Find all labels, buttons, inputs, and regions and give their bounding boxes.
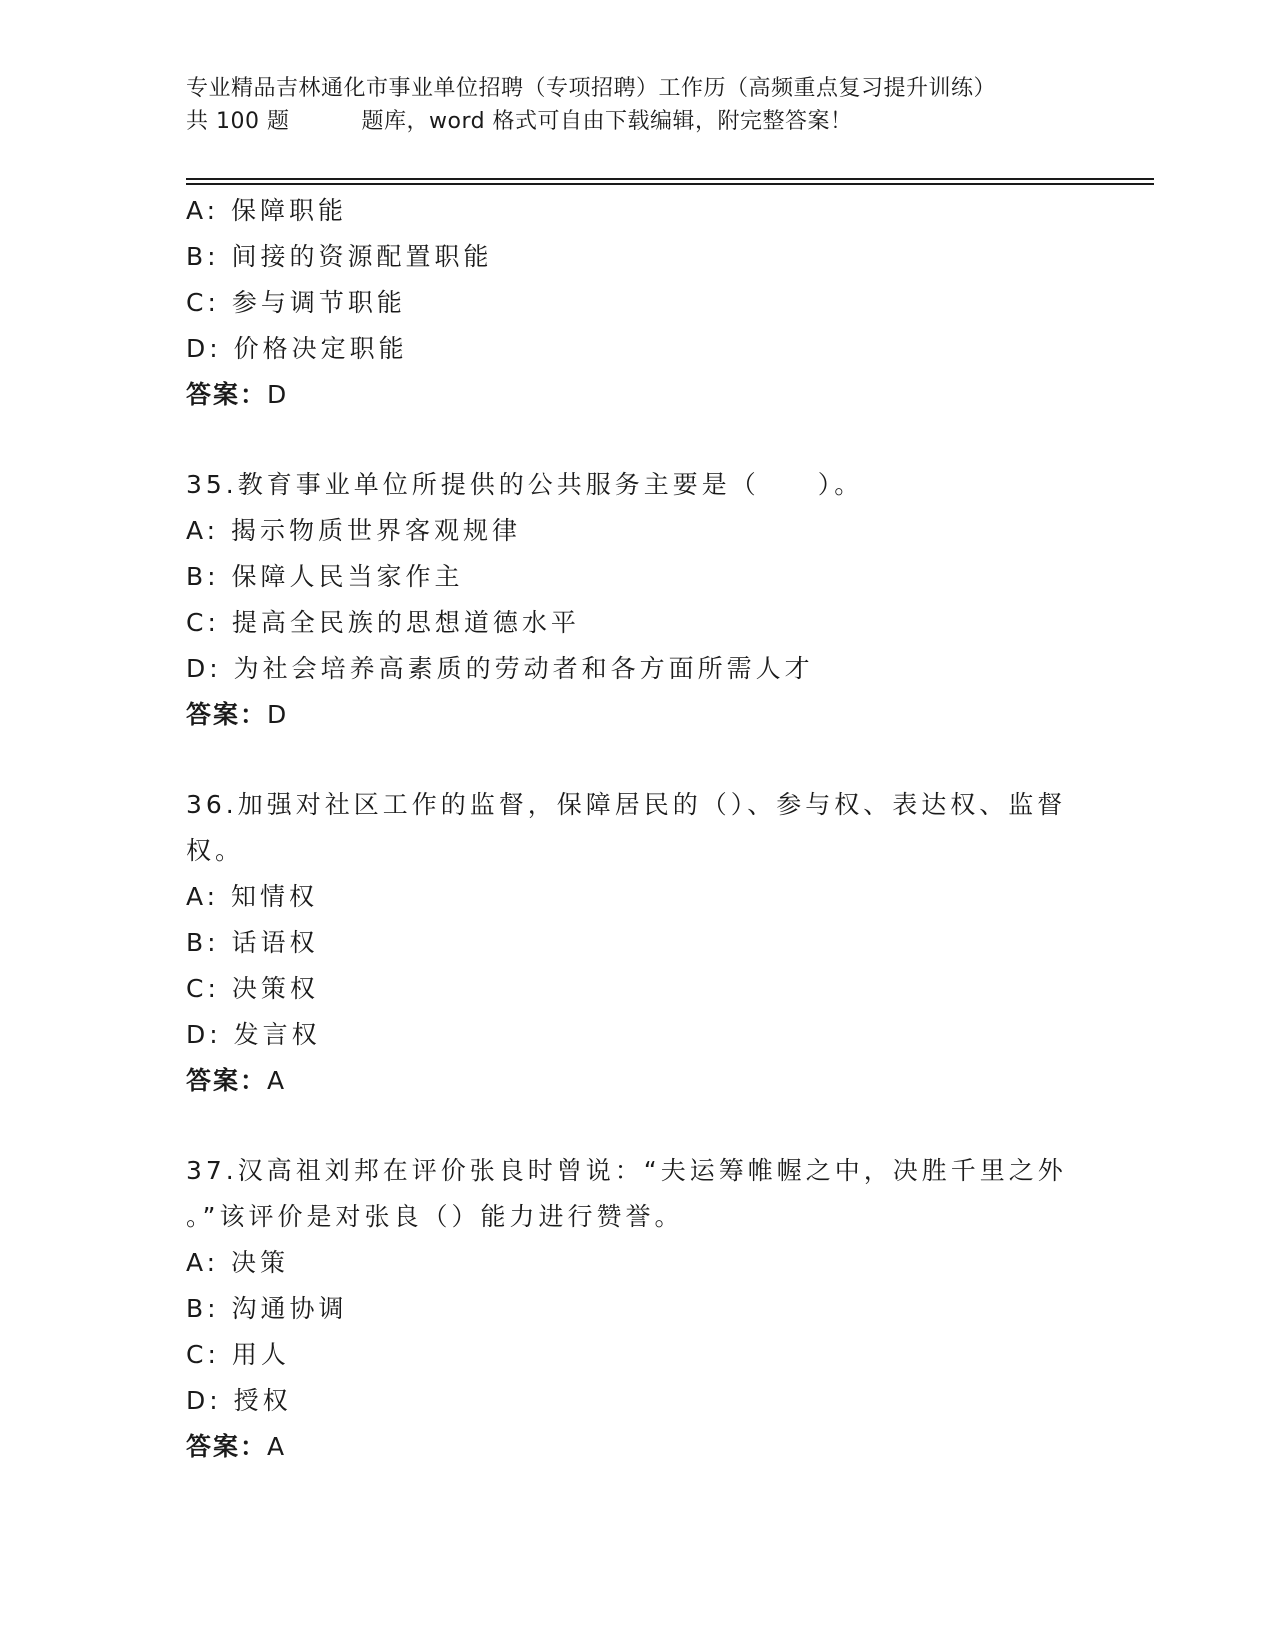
question-block-36 (186, 782, 1086, 1104)
question-block-prev (186, 188, 1086, 418)
option-a (186, 1240, 1086, 1286)
option-text: 为社会培养高素质的劳动者和各方面所需人才 (233, 654, 814, 683)
option-text: 保障人民当家作主 (231, 562, 464, 591)
question-number: 35. (186, 470, 238, 499)
option-letter: C: (186, 1340, 220, 1369)
question-block-35 (186, 462, 1086, 738)
option-text: 发言权 (233, 1020, 321, 1049)
option-text: 价格决定职能 (233, 334, 408, 363)
answer-label: 答案： (186, 1432, 268, 1461)
option-text: 保障职能 (231, 196, 348, 225)
answer-line (186, 1058, 1086, 1104)
answer-label: 答案： (186, 1066, 268, 1095)
option-text: 用人 (231, 1340, 290, 1369)
header-question-count: 共 100 题 (186, 109, 290, 134)
option-b (186, 920, 1086, 966)
answer-label: 答案： (186, 700, 268, 729)
question-stem-continued (186, 1194, 1086, 1240)
option-letter: C: (186, 974, 220, 1003)
option-text: 提高全民族的思想道德水平 (231, 608, 580, 637)
question-text: 。”该评价是对张良（）能力进行赞誉。 (186, 1202, 684, 1231)
question-number: 36. (186, 790, 238, 819)
answer-label: 答案： (186, 380, 268, 409)
option-text: 授权 (233, 1386, 292, 1415)
option-letter: D: (186, 1020, 222, 1049)
option-d (186, 1378, 1086, 1424)
option-text: 间接的资源配置职能 (231, 242, 493, 271)
question-stem (186, 462, 1086, 508)
option-text: 揭示物质世界客观规律 (231, 516, 522, 545)
option-letter: D: (186, 1386, 222, 1415)
option-c (186, 966, 1086, 1012)
option-letter: C: (186, 608, 220, 637)
header-line-2 (186, 105, 1086, 138)
question-stem-continued (186, 828, 1086, 874)
option-letter: A: (186, 516, 220, 545)
question-block-37 (186, 1148, 1086, 1470)
question-text: 加强对社区工作的监督，保障居民的（）、参与权、表达权、监督 (237, 790, 1067, 819)
option-c (186, 600, 1086, 646)
option-d (186, 1012, 1086, 1058)
option-letter: C: (186, 288, 220, 317)
answer-value: A (267, 1066, 286, 1095)
option-text: 参与调节职能 (231, 288, 406, 317)
question-stem (186, 1148, 1086, 1194)
answer-line (186, 692, 1086, 738)
option-text: 决策权 (231, 974, 319, 1003)
option-letter: B: (186, 562, 220, 591)
answer-value: A (267, 1432, 286, 1461)
answer-line (186, 1424, 1086, 1470)
question-text: 权。 (186, 836, 245, 865)
option-d (186, 326, 1086, 372)
answer-value: D (267, 380, 288, 409)
option-text: 话语权 (231, 928, 319, 957)
question-text: 汉高祖刘邦在评价张良时曾说：“夫运筹帷幄之中，决胜千里之外 (237, 1156, 1067, 1185)
question-text: 教育事业单位所提供的公共服务主要是（ ）。 (237, 470, 864, 499)
option-a (186, 508, 1086, 554)
option-letter: B: (186, 928, 220, 957)
option-letter: B: (186, 1294, 220, 1323)
answer-line (186, 372, 1086, 418)
option-text: 决策 (231, 1248, 290, 1277)
option-b (186, 554, 1086, 600)
option-letter: D: (186, 654, 222, 683)
header-line-1: 专业精品吉林通化市事业单位招聘（专项招聘）工作历（高频重点复习提升训练） (186, 76, 997, 101)
option-text: 沟通协调 (231, 1294, 348, 1323)
option-letter: D: (186, 334, 222, 363)
option-b (186, 234, 1086, 280)
question-number: 37. (186, 1156, 238, 1185)
option-letter: A: (186, 882, 220, 911)
option-letter: A: (186, 196, 220, 225)
option-text: 知情权 (231, 882, 319, 911)
option-a (186, 874, 1086, 920)
header-description: 题库，word 格式可自由下载编辑，附完整答案！ (361, 109, 853, 134)
document-header (186, 72, 1086, 138)
header-divider-bottom (186, 183, 1154, 185)
option-d (186, 646, 1086, 692)
header-divider-top (186, 178, 1154, 180)
option-letter: A: (186, 1248, 220, 1277)
option-c (186, 280, 1086, 326)
question-list (186, 188, 1086, 1470)
question-stem (186, 782, 1086, 828)
option-c (186, 1332, 1086, 1378)
option-b (186, 1286, 1086, 1332)
option-a (186, 188, 1086, 234)
answer-value: D (267, 700, 288, 729)
option-letter: B: (186, 242, 220, 271)
